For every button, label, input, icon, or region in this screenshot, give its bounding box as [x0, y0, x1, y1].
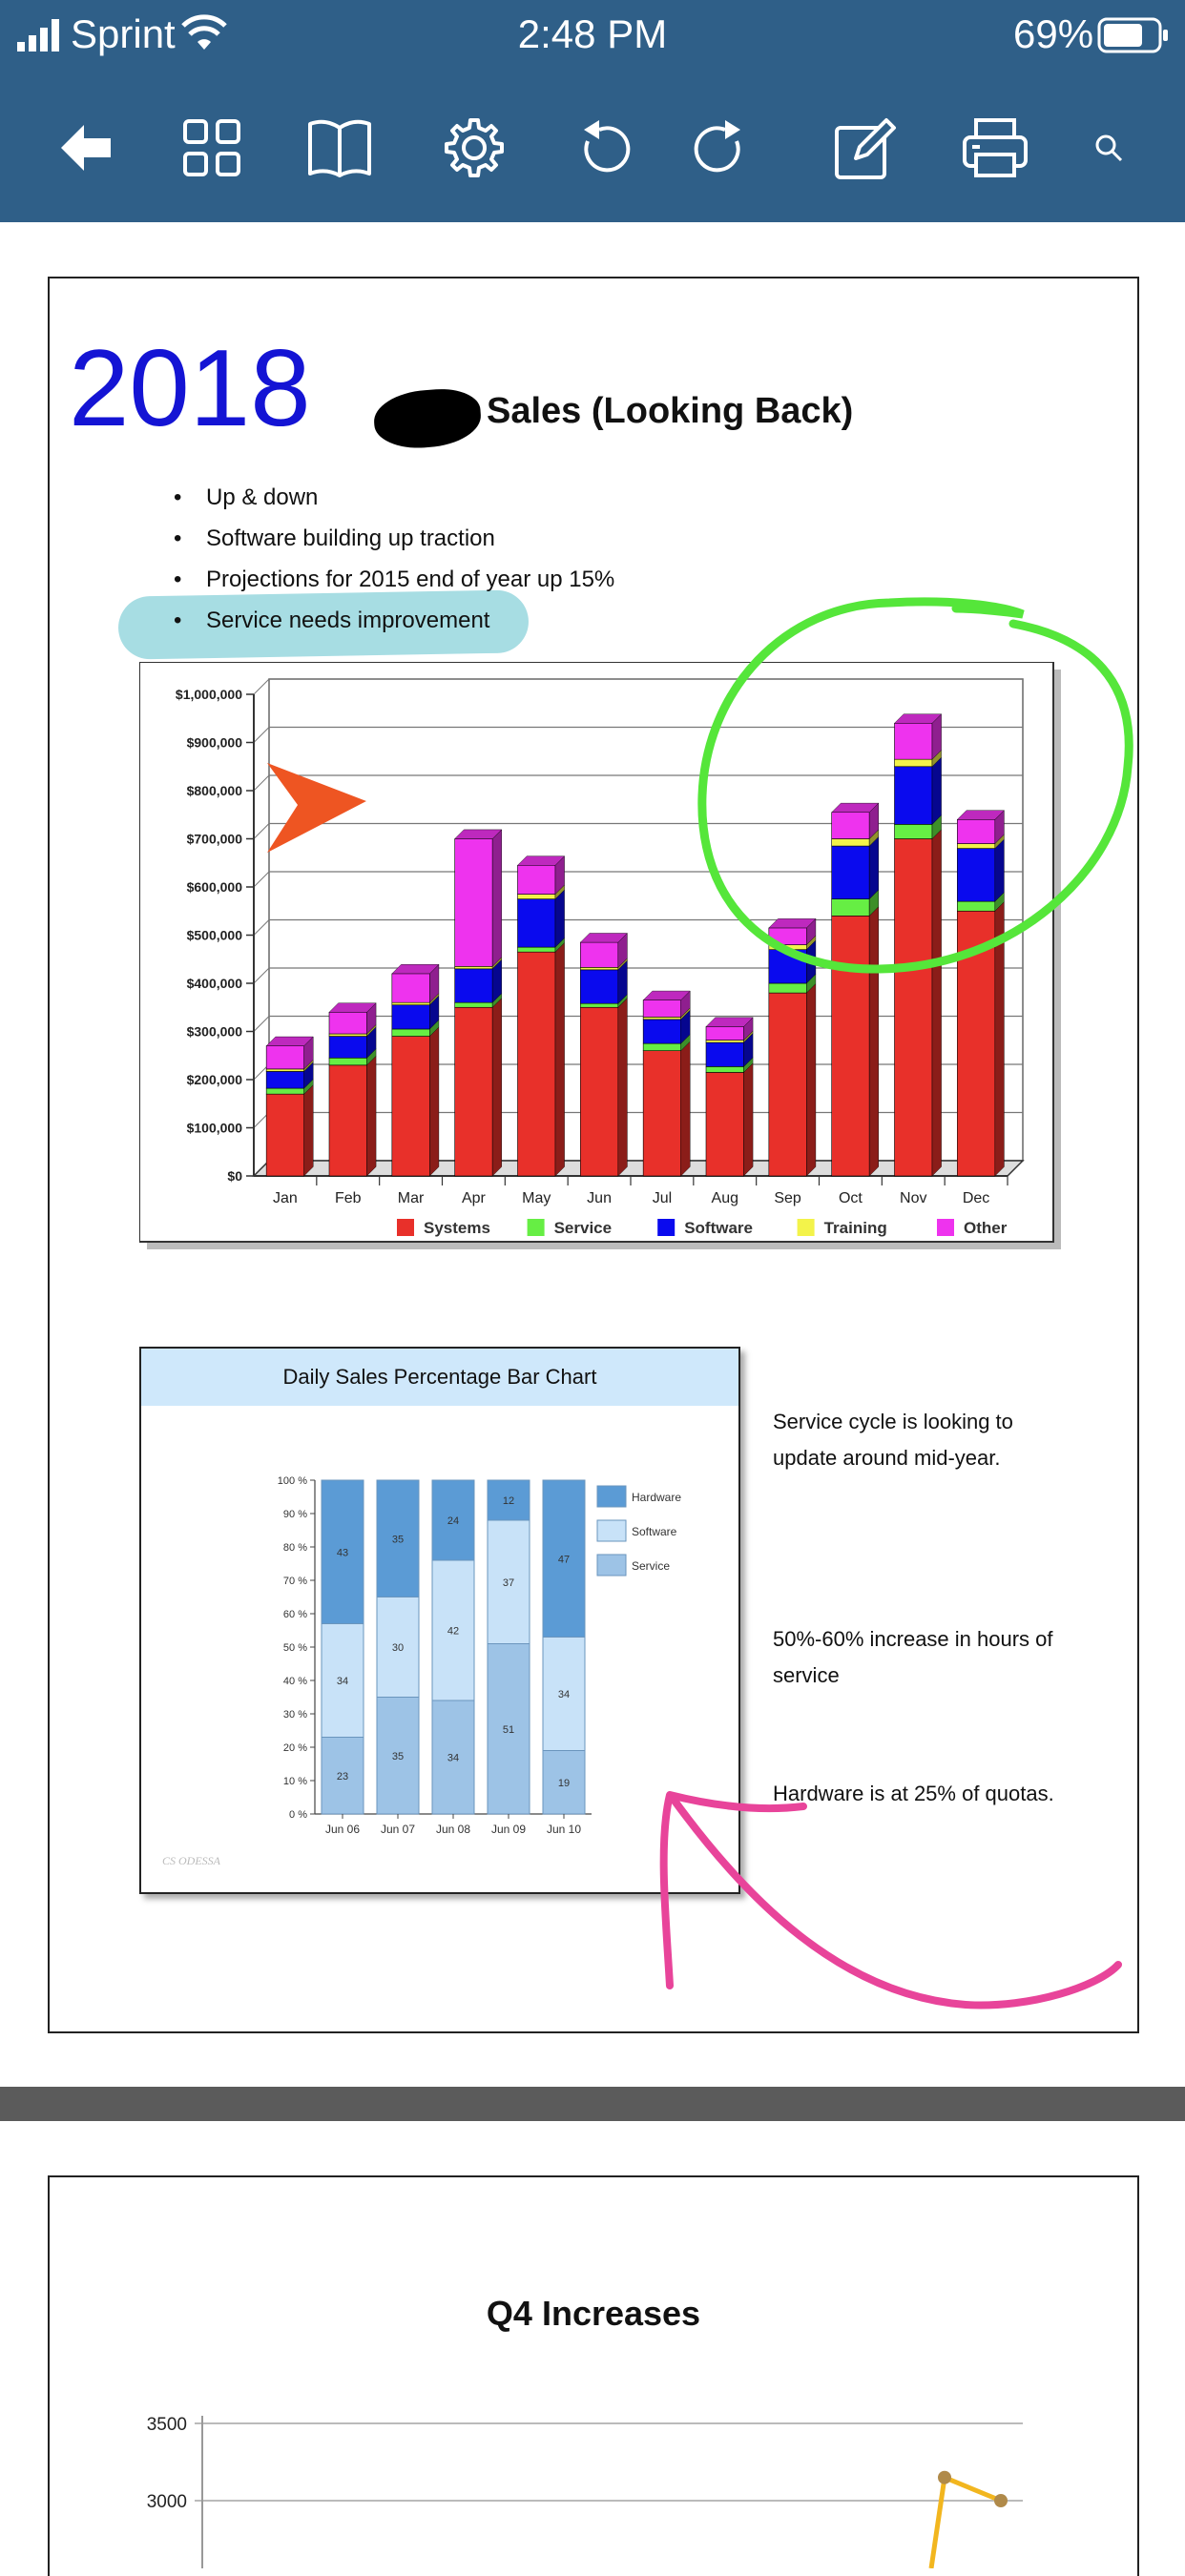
- bar-segment-side: [429, 1027, 439, 1176]
- y-tick-label: $200,000: [186, 1072, 242, 1087]
- bar-segment: [518, 895, 556, 899]
- bar-segment: [392, 974, 430, 1002]
- slide-2-title: Q4 Increases: [486, 2294, 701, 2333]
- bar-segment-side: [618, 999, 628, 1176]
- data-label: 42: [447, 1625, 460, 1638]
- x-tick-label: Jan: [273, 1190, 298, 1206]
- legend-label: Other: [964, 1219, 1008, 1237]
- side-note-2: 50%-60% increase in hours of service: [773, 1627, 1053, 1687]
- bar-segment: [706, 1041, 744, 1043]
- redo-icon[interactable]: [683, 110, 759, 186]
- x-tick-label: Sep: [774, 1190, 801, 1206]
- x-tick-label: Jun 09: [490, 1823, 527, 1836]
- bar-segment: [329, 1065, 367, 1176]
- x-tick-label: Jun 08: [435, 1823, 471, 1836]
- bar-segment: [643, 1051, 681, 1176]
- data-label: 34: [447, 1752, 460, 1764]
- book-icon[interactable]: [301, 110, 378, 186]
- legend-swatch: [937, 1219, 954, 1236]
- data-label: 51: [502, 1723, 515, 1736]
- slide-page-2: [48, 2175, 1139, 2576]
- y-tick-label: 60 %: [282, 1609, 307, 1620]
- battery-icon: [1097, 17, 1170, 53]
- bar-segment: [455, 969, 492, 1002]
- battery-percent: 69%: [1013, 11, 1094, 56]
- bar-segment-side: [555, 890, 565, 947]
- bar-segment: [392, 1029, 430, 1037]
- pink-arrow-annotation: [603, 1709, 1137, 2024]
- side-note-1: Service cycle is looking to update around mid-year.: [773, 1410, 1013, 1470]
- bar-segment: [706, 1072, 744, 1176]
- y-tick-label: $500,000: [186, 927, 242, 943]
- legend-swatch: [657, 1219, 675, 1236]
- data-label: 35: [391, 1750, 405, 1762]
- list-item: • Service needs improvement: [174, 608, 490, 633]
- legend-label: Software: [684, 1219, 753, 1237]
- legend-swatch: [397, 1219, 414, 1236]
- clock: 2:48 PM: [517, 11, 668, 56]
- x-tick-label: Oct: [838, 1190, 863, 1206]
- data-point: [938, 2471, 951, 2484]
- x-tick-label: Nov: [900, 1190, 927, 1206]
- list-item: • Projections for 2015 end of year up 15%: [174, 567, 615, 592]
- y-tick-label: $900,000: [186, 734, 242, 751]
- bar-segment: [580, 967, 618, 970]
- legend-label: Training: [823, 1219, 887, 1237]
- bar-segment: [329, 1058, 367, 1065]
- redaction-mark: [372, 386, 483, 451]
- y-tick-label: 30 %: [282, 1709, 307, 1721]
- grid-icon[interactable]: [174, 110, 250, 186]
- bar-segment: [392, 1037, 430, 1176]
- data-label: 19: [557, 1777, 571, 1789]
- bar-segment-side: [492, 830, 502, 966]
- legend-swatch: [597, 1486, 626, 1507]
- bar-segment-side: [492, 999, 502, 1176]
- data-label: 34: [557, 1689, 571, 1700]
- y-tick-label: $1,000,000: [175, 687, 242, 702]
- legend-swatch: [528, 1219, 545, 1236]
- toolbar: [0, 72, 1185, 222]
- bar-segment: [266, 1088, 304, 1094]
- y-tick-label: 3500: [146, 2416, 187, 2435]
- data-label: 34: [336, 1676, 349, 1687]
- bar-segment: [266, 1071, 304, 1088]
- y-tick-label: $600,000: [186, 879, 242, 895]
- y-tick-label: 80 %: [282, 1542, 307, 1554]
- percentage-chart-title: Daily Sales Percentage Bar Chart: [141, 1349, 738, 1406]
- bar-segment: [518, 865, 556, 894]
- y-tick-label: 50 %: [282, 1642, 307, 1654]
- bar-segment: [266, 1069, 304, 1072]
- bar-segment: [518, 899, 556, 948]
- orange-arrow-annotation: [260, 755, 374, 860]
- bar-segment: [266, 1094, 304, 1176]
- data-label: 35: [391, 1534, 405, 1546]
- x-tick-label: Jun 10: [546, 1823, 582, 1836]
- legend-label: Service: [553, 1219, 613, 1237]
- bar-segment: [643, 1043, 681, 1051]
- bar-segment: [706, 1066, 744, 1072]
- y-tick-label: $800,000: [186, 783, 242, 798]
- bar-segment: [455, 839, 492, 967]
- y-tick-label: 3000: [146, 2492, 187, 2512]
- bar-segment: [518, 952, 556, 1176]
- bar-segment-side: [744, 1063, 754, 1176]
- x-tick-label: Jul: [652, 1190, 673, 1206]
- data-label: 37: [502, 1577, 515, 1589]
- bar-segment-side: [555, 943, 565, 1176]
- bar-segment: [455, 1007, 492, 1176]
- data-label: 47: [557, 1554, 571, 1566]
- slide-year: 2018: [69, 328, 311, 449]
- bullet-list: [174, 477, 614, 641]
- y-tick-label: 20 %: [282, 1742, 307, 1754]
- gear-icon[interactable]: [436, 110, 512, 186]
- back-arrow-icon[interactable]: [48, 110, 124, 186]
- data-label: 12: [502, 1495, 515, 1507]
- x-tick-label: Feb: [334, 1190, 362, 1206]
- slide-title: Sales (Looking Back): [487, 391, 854, 431]
- y-tick-label: $300,000: [186, 1023, 242, 1040]
- data-label: 23: [336, 1770, 349, 1783]
- data-label: 43: [336, 1547, 349, 1559]
- edit-icon[interactable]: [828, 110, 904, 186]
- bar-segment: [329, 1037, 367, 1059]
- search-icon[interactable]: [1071, 110, 1147, 186]
- legend-label: Systems: [424, 1219, 490, 1237]
- bar-segment: [643, 1017, 681, 1020]
- legend-label: Software: [632, 1525, 677, 1538]
- bar-segment: [580, 1003, 618, 1007]
- x-tick-label: Jun 06: [324, 1823, 361, 1836]
- y-tick-label: $100,000: [186, 1120, 242, 1136]
- list-item: • Up & down: [174, 484, 319, 510]
- status-bar: [0, 0, 1185, 72]
- bar-segment: [518, 947, 556, 952]
- x-tick-label: Dec: [962, 1190, 990, 1206]
- bar-segment: [643, 1000, 681, 1018]
- undo-icon[interactable]: [565, 110, 641, 186]
- q4-line-chart: [88, 2416, 1099, 2568]
- bar-segment-side: [367, 1056, 377, 1176]
- slide-page-1: [48, 277, 1139, 2033]
- y-tick-label: $400,000: [186, 976, 242, 991]
- bar-segment: [329, 1012, 367, 1034]
- bar-segment: [329, 1034, 367, 1037]
- carrier-name: Sprint: [71, 11, 176, 56]
- y-tick-label: 0 %: [289, 1809, 307, 1821]
- bar-segment: [706, 1026, 744, 1040]
- data-label: 24: [447, 1515, 460, 1527]
- bar-segment: [266, 1046, 304, 1069]
- series-line: [931, 2478, 1001, 2568]
- legend-swatch: [798, 1219, 815, 1236]
- bar-segment: [580, 970, 618, 1003]
- legend-swatch: [597, 1520, 626, 1541]
- bar-segment: [580, 1007, 618, 1176]
- page-divider: [0, 2087, 1185, 2121]
- bar-segment: [706, 1042, 744, 1066]
- y-tick-label: 10 %: [282, 1776, 307, 1787]
- bar-segment: [455, 966, 492, 969]
- x-tick-label: Jun 07: [380, 1823, 416, 1836]
- bar-segment: [580, 942, 618, 967]
- y-tick-label: 40 %: [282, 1676, 307, 1687]
- bar-segment: [643, 1020, 681, 1043]
- x-tick-label: Aug: [711, 1190, 738, 1206]
- bar-segment: [392, 1002, 430, 1005]
- x-tick-label: Jun: [587, 1190, 612, 1206]
- watermark-logo: CS ODESSA: [162, 1854, 220, 1867]
- data-label: 30: [391, 1642, 405, 1654]
- y-tick-label: 70 %: [282, 1576, 307, 1587]
- bar-segment-side: [681, 1041, 691, 1176]
- list-item: • Software building up traction: [174, 526, 495, 551]
- data-point: [994, 2494, 1008, 2507]
- green-circle-annotation: [689, 586, 1166, 1015]
- x-tick-label: Mar: [397, 1190, 425, 1206]
- y-tick-label: 100 %: [277, 1475, 307, 1487]
- side-note-3: Hardware is at 25% of quotas.: [773, 1782, 1054, 1805]
- print-icon[interactable]: [957, 110, 1033, 186]
- bar-segment: [769, 993, 807, 1176]
- bar-segment: [455, 1002, 492, 1007]
- y-tick-label: $700,000: [186, 831, 242, 847]
- x-tick-label: Apr: [461, 1190, 486, 1206]
- x-tick-label: May: [522, 1190, 551, 1206]
- legend-label: Service: [632, 1559, 671, 1573]
- legend-swatch: [597, 1555, 626, 1576]
- y-tick-label: 90 %: [282, 1509, 307, 1520]
- legend-label: Hardware: [632, 1491, 682, 1504]
- bar-segment: [392, 1005, 430, 1029]
- bar-segment-side: [304, 1085, 314, 1176]
- y-tick-label: $0: [227, 1168, 242, 1184]
